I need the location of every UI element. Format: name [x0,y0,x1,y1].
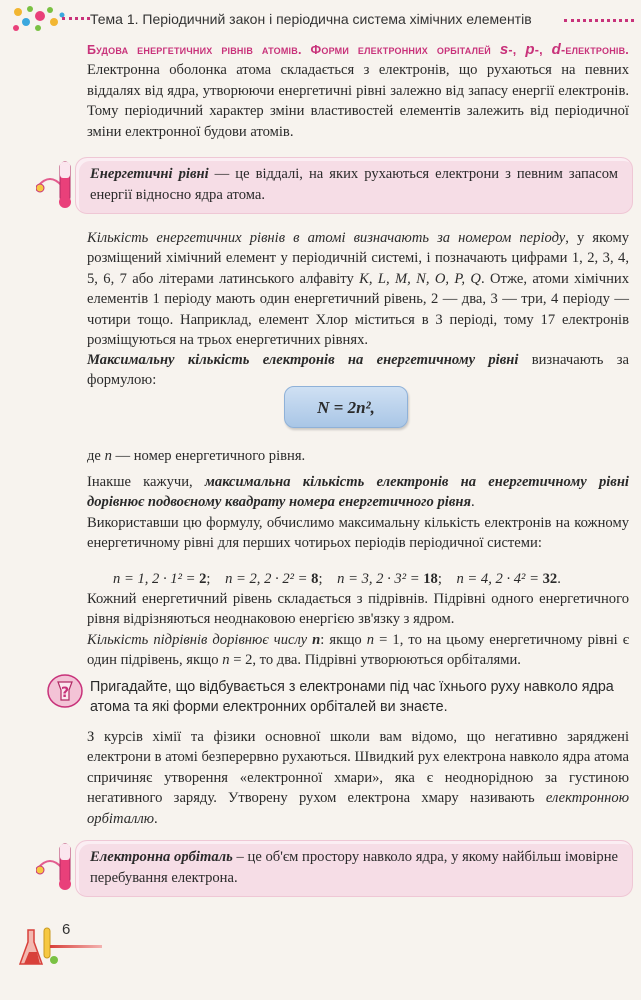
definition-box [75,840,633,897]
paragraph-compute: Використавши цю формулу, обчислимо максимальну кількість електронів на кожному енергетичному рівні для перших чотирьох періодів періодичної системи: [87,515,629,552]
equation: n = 1, 2 · 1² = 2; [113,571,211,587]
paragraph-orbital: З курсів хімії та фізики основної школи вам відомо, що негативно заряджені електрони в атомі безперервно рухаються. Швидкий рух електрона навколо ядра атома спричиняє утворення «електронної хмари», яка є неоднорідною за густиною негативного заряду. Утворену рухом електрона хмару називають електронною орбіталлю. [87,729,629,827]
footer-rule [50,945,102,948]
equations-line [113,569,613,589]
section-heading: Будова енергетичних рівнів атомів. Форми електронних орбіталей s-, p-, d-електронів. [87,41,629,58]
definition-text: Енергетичні рівні — це віддалі, на яких рухаються електрони з певним запасом енергії відносно ядра атома. [90,166,618,203]
reminder-text: Пригадайте, що відбувається з електронами під час їхнього руху навколо ядра атома та які форми електронних орбіталей ви знаєте. [90,679,614,715]
definition-box [75,157,633,214]
header-dotted-rule [564,19,634,22]
page-number: 6 [62,921,71,938]
equation: n = 4, 2 · 4² = 32. [456,571,561,587]
definition-text: Електронна орбіталь – це об'єм простору навколо ядра, у якому найбільш імовірне перебування електрона. [90,849,618,886]
paragraph-in-other-words: Інакше кажучи, максимальна кількість електронів на енергетичному рівні дорівнює подвоєному квадрату номера енергетичного рівня. [87,474,629,511]
equation: n = 2, 2 · 2² = 8; [225,571,323,587]
formula-box: N = 2n², [284,386,408,428]
equation: n = 3, 2 · 3² = 18; [337,571,442,587]
paragraph-sublevels: Кожний енергетичний рівень складається з підрівнів. Підрівні одного енергетичного рівня відрізняються неоднаковою енергією зв'язку з ядром. [87,591,629,628]
chapter-title: Тема 1. Періодичний закон і періодична система хімічних елементів [90,11,532,27]
lab-flasks-icon [14,918,60,968]
paragraph-max-electrons: Максимальну кількість електронів на енергетичному рівні визначають за формулою: [87,352,629,389]
flask-icon [36,158,86,212]
paragraph-sublevel-count: Кількість підрівнів дорівнює числу n: якщо n = 1, то на цьому енергетичному рівні є один підрівень, якщо n = 2, то два. Підрівні утворюються орбіталями. [87,632,629,669]
question-flask-icon [46,672,84,710]
flask-icon [36,840,86,894]
svg-text:?: ? [60,685,70,701]
molecule-dots-icon [10,4,70,34]
page-header [0,4,641,30]
paragraph-n-definition: де n — номер енергетичного рівня. [87,448,306,464]
header-dotted-rule [62,17,90,20]
paragraph-levels: Кількість енергетичних рівнів в атомі визначають за номером періоду, у якому розміщений хімічний елемент у періодичній системі, і позначають цифрами 1, 2, 3, 4, 5, 6, 7 або літерами латинського алфавіту K, L, M, N, O, P, Q. Отже, атоми хімічних елементів 1 періоду мають один енергетичний рівень, 2 — два, 3 — три, 4 періоду — чотири тощо. Наприклад, елемент Хлор міститься в 3 періоді, тому 17 електронів розміщуються на трьох енергетичних рівнях. [87,230,629,349]
intro-paragraph: Будова енергетичних рівнів атомів. Форми електронних орбіталей s-, p-, d-електронів. Електронна оболонка атома складається з електронів, що рухаються на певних віддалях від ядра, утворюючи енергетичні рівні залежно від запасу енергії електронів. Тому періодичний характер зміни властивостей елементів залежить від періодичної зміни електронної будови атомів. [87,41,629,140]
